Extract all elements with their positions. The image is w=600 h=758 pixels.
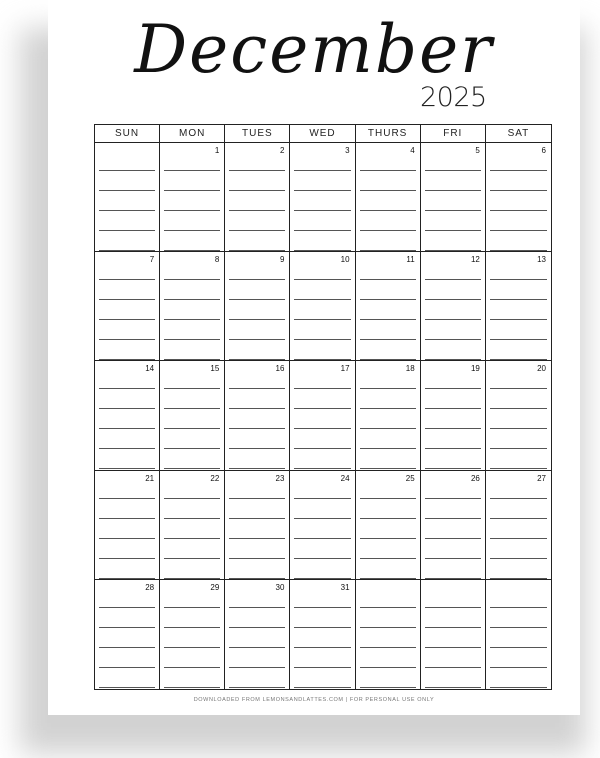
month-title: December [134,11,494,88]
day-number: 5 [475,146,480,155]
weekday-header-sun: SUN [95,125,160,143]
day-cell [290,361,355,470]
day-number: 23 [275,473,285,483]
day-cell [225,471,290,580]
day-number: 13 [537,255,546,265]
day-cell [486,580,551,689]
day-cell [486,143,551,252]
day-number: 20 [537,364,546,374]
weekday-header-tues: TUES [225,125,290,143]
day-number: 8 [214,255,220,265]
day-cell [290,143,355,252]
weekday-header-sat: SAT [486,125,551,143]
weekday-header-fri: FRI [421,125,486,143]
day-number: 25 [405,473,415,483]
day-cell [225,361,290,470]
day-cell [290,252,355,361]
day-cell [95,580,160,689]
day-number: 9 [279,255,285,265]
day-cell [225,580,290,689]
day-number: 3 [345,146,350,155]
day-number: 14 [145,364,155,374]
day-number: 29 [210,582,220,592]
weekday-header-thurs: THURS [356,125,421,143]
day-cell [225,143,290,252]
day-cell [290,580,355,689]
day-cell [95,252,160,361]
day-number: 26 [470,473,480,483]
day-cell [160,361,225,470]
weekday-header-mon: MON [160,125,225,143]
year-label: 2025 [420,82,487,113]
calendar-grid [94,124,552,690]
day-number: 6 [541,146,546,155]
day-cell [486,471,551,580]
day-cell [290,471,355,580]
day-number: 10 [340,255,350,265]
day-cell [421,580,486,689]
day-number: 17 [340,364,350,374]
day-number: 15 [210,364,220,374]
day-cell [160,252,225,361]
day-cell [356,143,421,252]
day-number: 28 [145,582,155,592]
day-cell [486,361,551,470]
day-cell [160,471,225,580]
day-number: 2 [279,146,285,155]
day-number: 4 [410,146,415,155]
day-number: 16 [275,364,285,374]
day-number: 19 [470,364,480,374]
day-cell [356,252,421,361]
day-cell [421,143,486,252]
day-cell [421,471,486,580]
day-cell [160,143,225,252]
day-number: 7 [149,255,155,265]
day-number: 21 [145,473,155,483]
day-cell [160,580,225,689]
day-number: 12 [470,255,480,265]
day-cell [95,143,160,252]
day-cell [95,471,160,580]
day-number: 18 [405,364,415,374]
day-number: 30 [275,582,285,592]
day-number: 31 [340,582,350,592]
day-number: 27 [537,473,546,483]
weekday-header-wed: WED [290,125,355,143]
day-number: 1 [214,146,220,155]
footer-credit: DOWNLOADED FROM LEMONSANDLATTES.COM | FOR PERSONAL USE ONLY [193,697,435,703]
day-cell [356,361,421,470]
day-cell [421,252,486,361]
day-cell [486,252,551,361]
day-cell [225,252,290,361]
day-cell [95,361,160,470]
day-cell [356,580,421,689]
day-cell [356,471,421,580]
day-cell [421,361,486,470]
day-number: 22 [210,473,220,483]
day-number: 24 [340,473,350,483]
day-number: 11 [406,255,415,265]
